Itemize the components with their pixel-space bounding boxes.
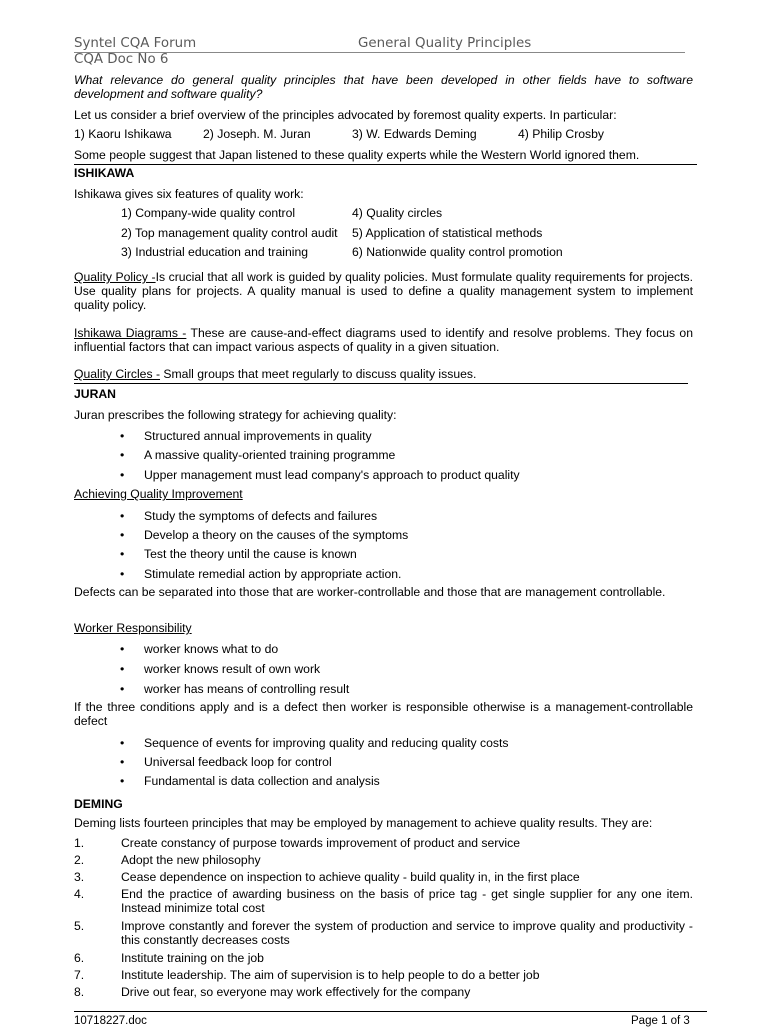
ishikawa-feature: 5) Application of statistical methods xyxy=(352,226,543,240)
principle-number: 1. xyxy=(74,836,85,850)
footer-rule xyxy=(74,1011,707,1012)
principle-number: 7. xyxy=(74,968,85,982)
quality-circles-text: Small groups that meet regularly to discuss quality issues. xyxy=(160,367,477,381)
ishikawa-feature: 4) Quality circles xyxy=(352,206,443,220)
principle-number: 3. xyxy=(74,870,85,884)
defects-paragraph: Defects can be separated into those that are worker-controllable and those that are management controllable. xyxy=(74,585,666,599)
sequence-item: Universal feedback loop for control xyxy=(144,755,332,769)
bullet-icon: • xyxy=(120,662,125,676)
expert-3: 3) W. Edwards Deming xyxy=(352,127,477,141)
improvement-item: Stimulate remedial action by appropriate action. xyxy=(144,567,402,581)
header-document-title: General Quality Principles xyxy=(358,36,532,51)
worker-responsibility-heading: Worker Responsibility xyxy=(74,621,192,635)
principle-number: 8. xyxy=(74,985,85,999)
intro-overview: Let us consider a brief overview of the principles advocated by foremost quality experts. In particular: xyxy=(74,108,617,122)
intro-question: What relevance do general quality principles that have been developed in other fields have to software development and software quality? xyxy=(74,73,693,101)
bullet-icon: • xyxy=(120,429,125,443)
principle-number: 5. xyxy=(74,919,85,933)
ishikawa-feature: 1) Company-wide quality control xyxy=(121,206,296,220)
ishikawa-diagrams-text: These are cause-and-effect diagrams used to identify and resolve problems. They focus on influential factors that can impact various aspects of quality in a given situation. xyxy=(74,326,693,354)
bullet-icon: • xyxy=(120,448,125,462)
expert-4: 4) Philip Crosby xyxy=(518,127,605,141)
ishikawa-lead: Ishikawa gives six features of quality work: xyxy=(74,187,304,201)
ishikawa-heading: ISHIKAWA xyxy=(74,166,135,180)
ishikawa-feature: 3) Industrial education and training xyxy=(121,245,308,259)
juran-strategy-item: Structured annual improvements in quality xyxy=(144,429,372,443)
bullet-icon: • xyxy=(120,682,125,696)
footer-page-number: Page 1 of 3 xyxy=(631,1015,690,1027)
sequence-item: Sequence of events for improving quality and reducing quality costs xyxy=(144,736,509,750)
quality-circles-label: Quality Circles - xyxy=(74,367,161,381)
principle-number: 2. xyxy=(74,853,85,867)
header-forum-title: Syntel CQA Forum xyxy=(74,36,197,51)
ishikawa-diagrams-paragraph xyxy=(74,326,693,354)
worker-item: worker knows what to do xyxy=(144,642,279,656)
achieving-improvement-heading: Achieving Quality Improvement xyxy=(74,487,243,501)
bullet-icon: • xyxy=(120,755,125,769)
footer-filename: 10718227.doc xyxy=(74,1015,147,1027)
principle-text: Drive out fear, so everyone may work effectively for the company xyxy=(121,985,471,999)
principle-text: Cease dependence on inspection to achieve quality - build quality in, in the first place xyxy=(121,870,580,884)
principle-number: 6. xyxy=(74,951,85,965)
juran-lead: Juran prescribes the following strategy for achieving quality: xyxy=(74,408,397,422)
bullet-icon: • xyxy=(120,736,125,750)
juran-heading: JURAN xyxy=(74,387,116,401)
quality-circles-paragraph xyxy=(74,367,476,381)
quality-policy-text: Is crucial that all work is guided by quality policies. Must formulate quality requirements for projects. Use quality plans for projects. A quality manual is used to define a quality management system to implement quality policy. xyxy=(74,270,693,312)
bullet-icon: • xyxy=(120,642,125,656)
header-doc-number: CQA Doc No 6 xyxy=(74,52,169,67)
ishikawa-feature: 2) Top management quality control audit xyxy=(121,226,338,240)
improvement-item: Test the theory until the cause is known xyxy=(144,547,357,561)
bullet-icon: • xyxy=(120,547,125,561)
principle-number: 4. xyxy=(74,887,85,901)
improvement-item: Develop a theory on the causes of the symptoms xyxy=(144,528,409,542)
expert-1: 1) Kaoru Ishikawa xyxy=(74,127,172,141)
improvement-item: Study the symptoms of defects and failures xyxy=(144,509,378,523)
ishikawa-feature: 6) Nationwide quality control promotion xyxy=(352,245,563,259)
juran-strategy-item: Upper management must lead company's approach to product quality xyxy=(144,468,520,482)
conditions-paragraph: If the three conditions apply and is a defect then worker is responsible otherwise is a management-controllable defect xyxy=(74,700,693,728)
quality-policy-paragraph xyxy=(74,270,693,312)
deming-lead: Deming lists fourteen principles that may be employed by management to achieve quality results. They are: xyxy=(74,816,653,830)
quality-policy-label: Quality Policy - xyxy=(74,270,156,284)
ishikawa-diagrams-label: Ishikawa Diagrams - xyxy=(74,326,187,340)
juran-rule xyxy=(74,383,688,384)
intro-note: Some people suggest that Japan listened to these quality experts while the Western World ignored them. xyxy=(74,148,640,162)
principle-text: Institute leadership. The aim of supervision is to help people to do a better job xyxy=(121,968,540,982)
bullet-icon: • xyxy=(120,567,125,581)
ishikawa-rule xyxy=(74,164,697,165)
sequence-item: Fundamental is data collection and analysis xyxy=(144,774,380,788)
principle-text: Institute training on the job xyxy=(121,951,264,965)
bullet-icon: • xyxy=(120,509,125,523)
bullet-icon: • xyxy=(120,528,125,542)
bullet-icon: • xyxy=(120,468,125,482)
principle-text: Improve constantly and forever the system of production and service to improve quality and productivity - this constantly decreases costs xyxy=(121,919,693,947)
deming-heading: DEMING xyxy=(74,797,123,811)
worker-item: worker knows result of own work xyxy=(144,662,321,676)
bullet-icon: • xyxy=(120,774,125,788)
principle-text: End the practice of awarding business on the basis of price tag - get single supplier for any one item. Instead minimize total cost xyxy=(121,887,693,915)
principle-text: Create constancy of purpose towards improvement of product and service xyxy=(121,836,521,850)
juran-strategy-item: A massive quality-oriented training programme xyxy=(144,448,396,462)
worker-item: worker has means of controlling result xyxy=(144,682,350,696)
expert-2: 2) Joseph. M. Juran xyxy=(203,127,311,141)
principle-text: Adopt the new philosophy xyxy=(121,853,261,867)
